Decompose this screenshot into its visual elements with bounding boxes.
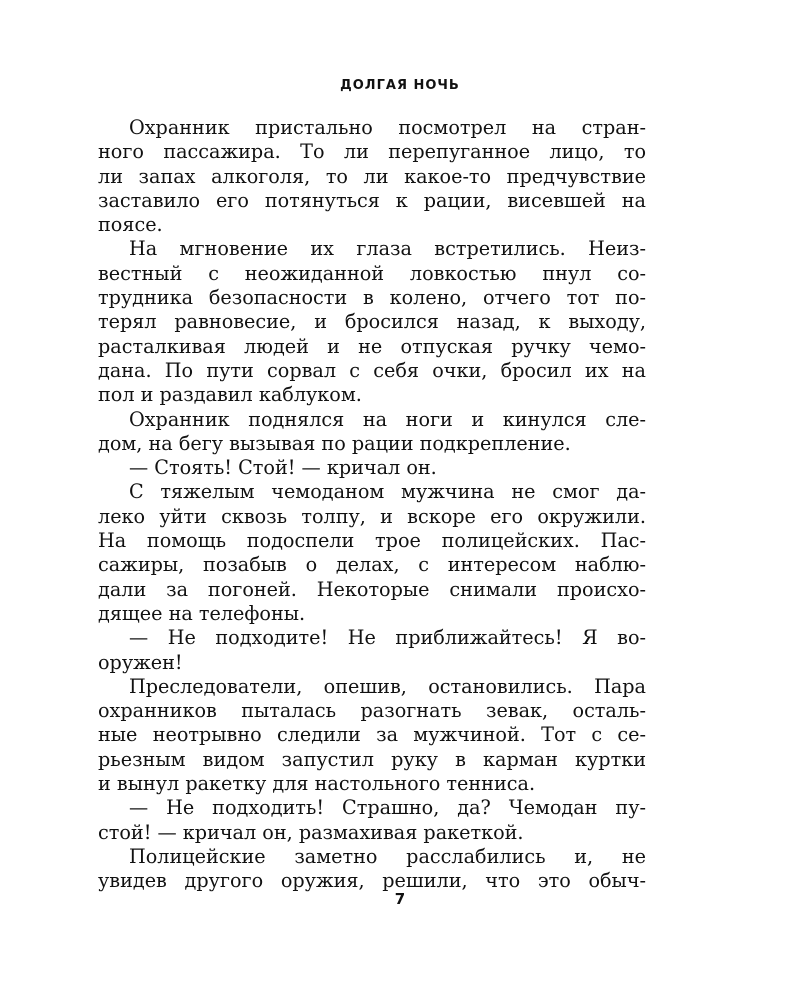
text-line: расталкивая людей и не отпуская ручку чемо- <box>98 334 646 358</box>
text-line: — Не подходить! Страшно, да? Чемодан пу- <box>129 796 646 820</box>
text-line: стой! — кричал он, размахивая ракеткой. <box>98 820 524 844</box>
text-line: дана. По пути сорвал с себя очки, бросил их на <box>98 358 646 382</box>
text-line: — Не подходите! Не приближайтесь! Я во- <box>129 626 646 650</box>
text-line: дящее на телефоны. <box>98 601 306 625</box>
text-line: ные неотрывно следили за мужчиной. Тот с се- <box>98 723 646 747</box>
text-line: Полицейские заметно расслабились и, не <box>129 844 646 868</box>
text-line: оружен! <box>98 650 183 674</box>
text-line: ли запах алкоголя, то ли какое-то предчувствие <box>98 164 646 188</box>
text-line: заставило его потянуться к рации, висевшей на <box>98 188 646 212</box>
running-title: ДОЛГАЯ НОЧЬ <box>340 78 460 93</box>
text-line: дом, на бегу вызывая по рации подкрепление. <box>98 431 571 455</box>
text-line: сажиры, позабыв о делах, с интересом наблю- <box>98 553 646 577</box>
text-line: и вынул ракетку для настольного тенниса. <box>98 772 536 796</box>
text-line: Охранник поднялся на ноги и кинулся сле- <box>129 407 646 431</box>
text-line: охранников пыталась разогнать зевак, осталь- <box>98 699 646 723</box>
text-line: дали за погоней. Некоторые снимали происхо- <box>98 577 646 601</box>
text-line: Охранник пристально посмотрел на стран- <box>129 116 646 139</box>
text-line: С тяжелым чемоданом мужчина не смог да- <box>129 480 646 504</box>
text-line: леко уйти сквозь толпу, и вскоре его окружили. <box>98 504 646 528</box>
text-line: На помощь подоспели трое полицейских. Пас- <box>98 529 646 553</box>
text-line: вестный с неожиданной ловкостью пнул со- <box>98 261 646 285</box>
text-line: На мгновение их глаза встретились. Неиз- <box>129 237 646 261</box>
text-line: увидев другого оружия, решили, что это обыч- <box>98 869 646 893</box>
text-line: Преследователи, опешив, остановились. Пара <box>129 674 646 698</box>
text-line: трудника безопасности в колено, отчего тот по- <box>98 286 646 310</box>
page-number: 7 <box>394 890 406 908</box>
text-line: рьезным видом запустил руку в карман куртки <box>98 747 646 771</box>
text-line: пол и раздавил каблуком. <box>98 383 362 407</box>
text-line: — Стоять! Стой! — кричал он. <box>129 456 437 480</box>
text-line: терял равновесие, и бросился назад, к выходу, <box>98 310 646 334</box>
text-line: ного пассажира. То ли перепуганное лицо, то <box>98 140 646 164</box>
body-text <box>98 116 646 894</box>
text-line: поясе. <box>98 213 163 237</box>
